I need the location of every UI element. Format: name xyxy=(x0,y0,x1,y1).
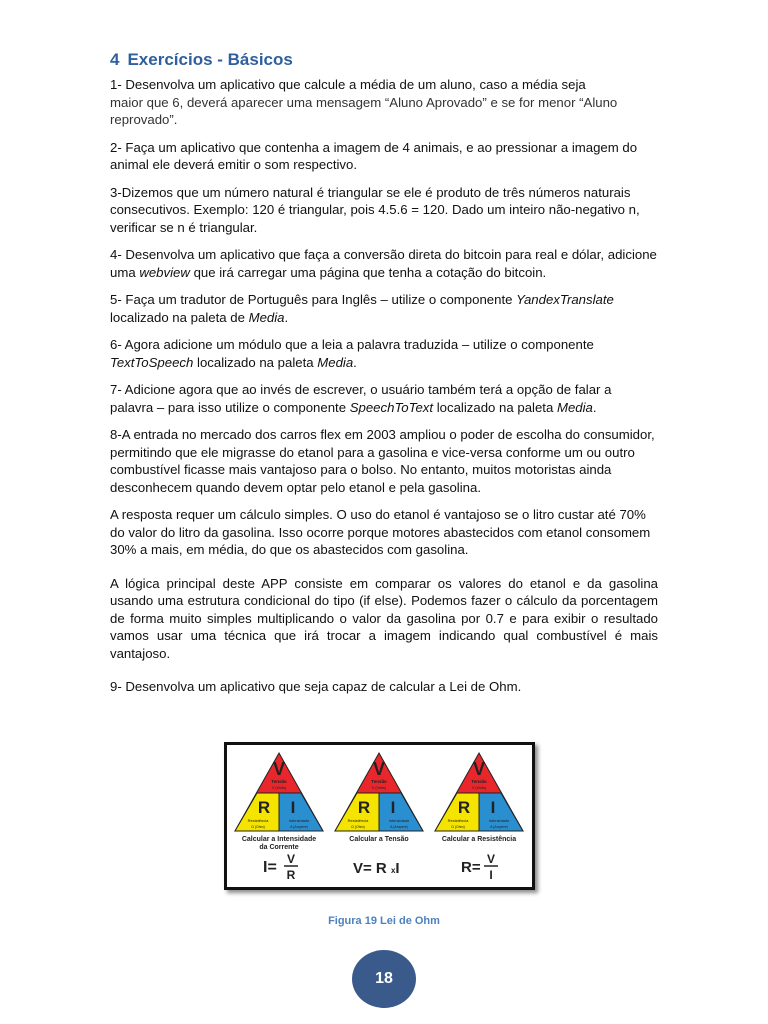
exercise-6-component: TextToSpeech xyxy=(110,354,194,370)
tensao-label: Tensão xyxy=(271,779,287,784)
formula-denominator: I xyxy=(489,868,493,882)
triangle-voltage xyxy=(335,753,423,877)
volts-label: V (Volts) xyxy=(371,786,387,790)
exercise-4 xyxy=(110,246,658,281)
ohm-label: Ω (Ohm) xyxy=(351,825,365,829)
exercise-7-text-b: localizado na paleta xyxy=(433,399,557,415)
r-label: R xyxy=(357,798,371,817)
volts-label: V (Volts) xyxy=(471,786,487,790)
r-label: R xyxy=(457,798,471,817)
v-label: V xyxy=(372,759,386,779)
ampere-label: A (Ampere) xyxy=(390,825,408,829)
exercise-9: 9- Desenvolva um aplicativo que seja capaz de calcular a Lei de Ohm. xyxy=(110,679,522,694)
exercise-7-text-a: 7- Adicione agora que ao invés de escrever, o usuário também terá a opção de falar a palavra – para isso utilize o componente xyxy=(110,382,612,415)
exercise-8-paragraph-2: A resposta requer um cálculo simples. O uso do etanol é vantajoso se o litro custar até 70% do valor do litro da gasolina. Isso ocorre porque motores abastecidos com etanol consomem 30% a mais, em média, do que os abastecidos com gasolina. xyxy=(110,507,651,557)
exercise-8-paragraph-1: 8-A entrada no mercado dos carros flex em 2003 ampliou o poder de escolha do consumidor, permitindo que ele migrasse do etanol para a gasolina e vice-versa conforme um ou outro combustível ficasse mais vantajoso para o bolso. No entanto, muitos motoristas ainda desconhecem quando devem optar pelo etanol e pela gasolina. xyxy=(110,427,655,495)
exercise-6-text-c: . xyxy=(353,354,357,370)
page-number: 18 xyxy=(352,950,416,1008)
v-label: V xyxy=(472,759,486,779)
resistencia-label: Resistência xyxy=(447,818,469,823)
exercise-4-text-a: 4- Desenvolva um aplicativo que faça a conversão direta do bitcoin para real e dólar, adicione uma xyxy=(110,247,657,280)
i-label: I xyxy=(290,798,296,817)
exercise-3: 3-Dizemos que um número natural é triangular se ele é produto de três números naturais consecutivos. Exemplo: 120 é triangular, pois 4.5.6 = 120. Dado um inteiro não-negativo n, verificar se n é triangular. xyxy=(110,184,640,235)
exercise-5 xyxy=(110,291,658,326)
exercise-4-text-b: que irá carregar uma página que tenha a cotação do bitcoin. xyxy=(189,264,547,280)
exercise-1-line1: 1- Desenvolva um aplicativo que calcule a média de um aluno, caso a média seja xyxy=(110,77,586,92)
exercise-6 xyxy=(110,336,658,371)
formula-voltage: V= R xI xyxy=(353,860,400,877)
exercise-7 xyxy=(110,381,658,416)
exercise-5-palette: Media xyxy=(248,309,285,325)
exercise-5-component: YandexTranslate xyxy=(516,292,614,307)
exercise-6-text-a: 6- Agora adicione um módulo que a leia a palavra traduzida – utilize o componente xyxy=(110,337,594,352)
ampere-label: A (Ampere) xyxy=(290,825,308,829)
calc-label: Calcular a Tensão xyxy=(349,836,409,843)
tensao-label: Tensão xyxy=(471,779,487,784)
exercise-5-text-b: localizado na paleta de xyxy=(110,309,249,325)
exercise-1-line2: maior que 6, deverá aparecer uma mensagem “Aluno Aprovado” e se for menor “Aluno reprovado”. xyxy=(110,94,618,127)
volts-label: V (Volts) xyxy=(271,786,287,790)
exercise-6-palette: Media xyxy=(317,354,354,370)
exercise-7-text-c: . xyxy=(592,399,597,415)
exercise-8-paragraph-3: A lógica principal deste APP consiste em comparar os valores do etanol e da gasolina usando uma estrutura condicional do tipo (if else). Podemos fazer o cálculo da porcentagem de forma muito simples multiplicando o valor da gasolina por 0.7 e para exibir o resultado vamos usar uma técnica que irá trocar a imagem indicando qual combustível é mais vantajoso. xyxy=(110,575,658,661)
exercise-4-webview: webview xyxy=(139,264,190,280)
exercise-7-palette: Media xyxy=(556,399,593,415)
exercise-7-component: SpeechToText xyxy=(349,399,434,415)
formula-left: R= xyxy=(461,859,481,876)
section-title: Exercícios - Básicos xyxy=(127,50,293,69)
intensidade-label: Intensidade xyxy=(388,818,410,823)
ohm-law-illustration xyxy=(227,745,532,887)
exercise-5-text-c: . xyxy=(284,309,289,325)
formula-left: I= xyxy=(263,859,277,876)
calc-label-line2: da Corrente xyxy=(259,844,299,851)
exercise-6-text-b: localizado na paleta xyxy=(193,354,318,370)
ampere-label: A (Ampere) xyxy=(490,825,508,829)
ohm-label: Ω (Ohm) xyxy=(451,825,465,829)
resistencia-label: Resistência xyxy=(347,818,369,823)
exercise-1 xyxy=(110,76,658,129)
ohm-law-figure xyxy=(224,742,535,890)
exercise-5-text-a: 5- Faça um tradutor de Português para Inglês – utilize o componente xyxy=(110,292,517,307)
intensidade-label: Intensidade xyxy=(288,818,310,823)
calc-label: Calcular a Intensidade xyxy=(241,836,317,843)
section-number: 4 xyxy=(110,50,120,69)
formula-numerator: V xyxy=(486,852,496,866)
intensidade-label: Intensidade xyxy=(488,818,510,823)
page-content xyxy=(110,50,658,706)
figure-caption: Figura 19 Lei de Ohm xyxy=(328,915,440,927)
resistencia-label: Resistência xyxy=(247,818,269,823)
r-label: R xyxy=(257,798,271,817)
ohm-label: Ω (Ohm) xyxy=(251,825,265,829)
formula-numerator: V xyxy=(286,852,296,866)
triangle-resistance xyxy=(435,753,523,882)
triangle-current xyxy=(235,753,323,882)
v-label: V xyxy=(272,759,286,779)
calc-label: Calcular a Resistência xyxy=(441,836,517,843)
exercise-2: 2- Faça um aplicativo que contenha a imagem de 4 animais, e ao pressionar a imagem do animal ele deverá emitir o som respectivo. xyxy=(110,139,638,172)
formula-denominator: R xyxy=(286,868,296,882)
i-label: I xyxy=(390,798,396,817)
section-heading xyxy=(110,50,658,70)
i-label: I xyxy=(490,798,496,817)
tensao-label: Tensão xyxy=(371,779,387,784)
